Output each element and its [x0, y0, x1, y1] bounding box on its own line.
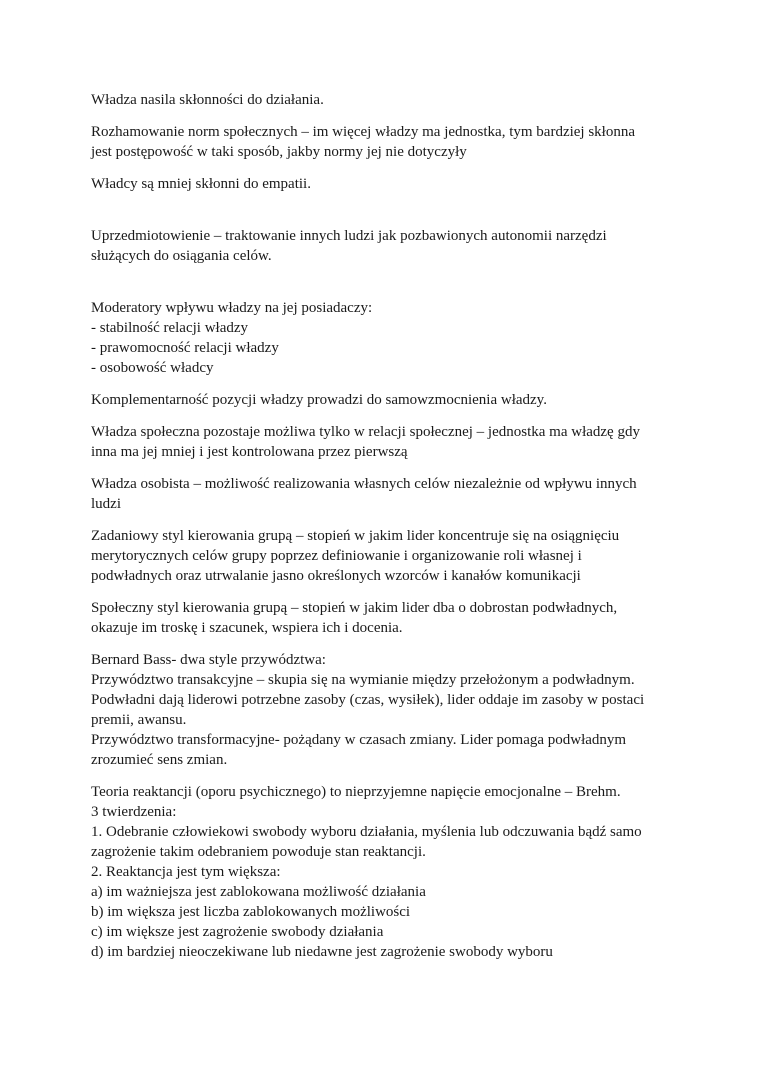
paragraph-empathy — [91, 174, 671, 194]
text-line: Zadaniowy styl kierowania grupą – stopień w jakim lider koncentruje się na osiągnięciu — [91, 528, 620, 544]
text-line: Bernard Bass- dwa style przywództwa: — [91, 652, 326, 668]
list-item: - prawomocność relacji władzy — [91, 340, 279, 356]
list-item: d) im bardziej nieoczekiwane lub niedawne jest zagrożenie swobody wyboru — [91, 944, 553, 960]
text-line: służących do osiągania celów. — [91, 248, 272, 264]
paragraph-objectification — [91, 226, 671, 266]
text-line: Władza osobista – możliwość realizowania własnych celów niezależnie od wpływu innych — [91, 476, 637, 492]
text-line: Moderatory wpływu władzy na jej posiadaczy: — [91, 300, 373, 316]
list-item: - osobowość władcy — [91, 360, 214, 376]
paragraph-complementarity — [91, 390, 671, 410]
text-line: premii, awansu. — [91, 712, 187, 728]
text-line: ludzi — [91, 496, 121, 512]
paragraph-task-leadership — [91, 526, 671, 586]
text-line: Teoria reaktancji (oporu psychicznego) to nieprzyjemne napięcie emocjonalne – Brehm. — [91, 784, 621, 800]
text-line: merytorycznych celów grupy poprzez definiowanie i organizowanie roli własnej i — [91, 548, 582, 564]
text-line: Komplementarność pozycji władzy prowadzi do samowzmocnienia władzy. — [91, 392, 547, 408]
paragraph-reactance-theory — [91, 782, 671, 962]
list-item: 1. Odebranie człowiekowi swobody wyboru działania, myślenia lub odczuwania bądź samo — [91, 824, 642, 840]
list-item: - stabilność relacji władzy — [91, 320, 249, 336]
paragraph-bass-leadership — [91, 650, 671, 770]
paragraph-norm-disinhibition — [91, 122, 671, 162]
paragraph-power-disinhibition — [91, 90, 671, 110]
text-line: Społeczny styl kierowania grupą – stopień w jakim lider dba o dobrostan podwładnych, — [91, 600, 618, 616]
text-line: 3 twierdzenia: — [91, 804, 177, 820]
text-line: zrozumieć sens zmian. — [91, 752, 228, 768]
paragraph-social-power — [91, 422, 671, 462]
text-line: Władcy są mniej skłonni do empatii. — [91, 176, 311, 192]
text-line: okazuje im troskę i szacunek, wspiera ich i docenia. — [91, 620, 403, 636]
text-line: jest postępowość w taki sposób, jakby normy jej nie dotyczyły — [91, 144, 467, 160]
text-line: Przywództwo transformacyjne- pożądany w czasach zmiany. Lider pomaga podwładnym — [91, 732, 627, 748]
text-line: Rozhamowanie norm społecznych – im więcej władzy ma jednostka, tym bardziej skłonna — [91, 124, 636, 140]
list-item: b) im większa jest liczba zablokowanych możliwości — [91, 904, 411, 920]
paragraph-moderators-list — [91, 298, 671, 378]
text-line: inna ma jej mniej i jest kontrolowana przez pierwszą — [91, 444, 408, 460]
text-line: podwładnych oraz utrwalanie jasno określonych wzorców i kanałów komunikacji — [91, 568, 581, 584]
text-line: Przywództwo transakcyjne – skupia się na wymianie między przełożonym a podwładnym. — [91, 672, 635, 688]
paragraph-personal-power — [91, 474, 671, 514]
list-item: a) im ważniejsza jest zablokowana możliwość działania — [91, 884, 426, 900]
list-item: 2. Reaktancja jest tym większa: — [91, 864, 281, 880]
text-line: Uprzedmiotowienie – traktowanie innych ludzi jak pozbawionych autonomii narzędzi — [91, 228, 607, 244]
text-line: zagrożenie takim odebraniem powoduje stan reaktancji. — [91, 844, 426, 860]
list-item: c) im większe jest zagrożenie swobody działania — [91, 924, 384, 940]
text-line: Władza nasila skłonności do działania. — [91, 92, 324, 108]
document-body — [91, 90, 671, 974]
text-line: Władza społeczna pozostaje możliwa tylko w relacji społecznej – jednostka ma władzę gdy — [91, 424, 640, 440]
text-line: Podwładni dają liderowi potrzebne zasoby (czas, wysiłek), lider oddaje im zasoby w postaci — [91, 692, 645, 708]
paragraph-social-leadership — [91, 598, 671, 638]
